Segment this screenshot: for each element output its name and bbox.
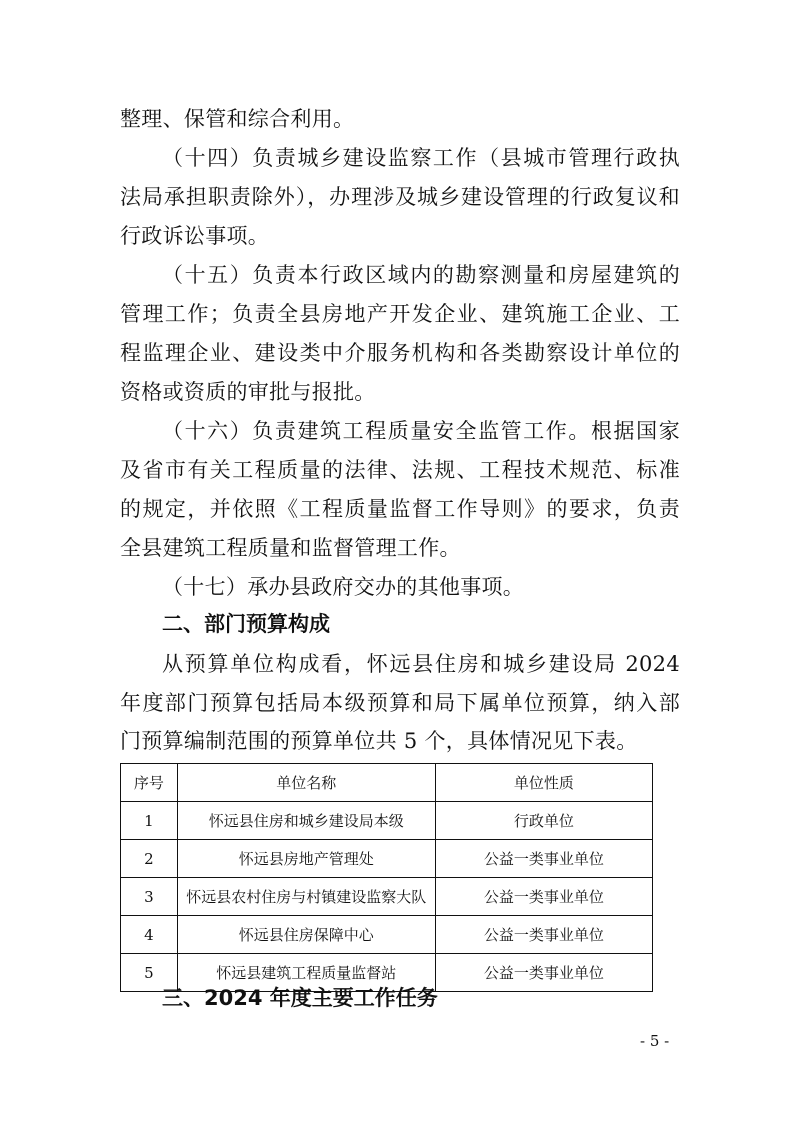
header-cell: 序号: [121, 764, 178, 802]
paragraph-line: 年度部门预算包括局本级预算和局下属单位预算，纳入部: [120, 691, 680, 715]
table-cell: 怀远县建筑工程质量监督站: [177, 954, 435, 992]
table-cell: 行政单位: [435, 802, 652, 840]
paragraph-line: 程监理企业、建设类中介服务机构和各类勘察设计单位的: [120, 341, 680, 365]
section-heading: 二、部门预算构成: [162, 612, 330, 636]
table-row: [121, 878, 653, 916]
table-cell: 3: [121, 878, 178, 916]
header-cell: 单位名称: [177, 764, 435, 802]
table-cell: 怀远县住房和城乡建设局本级: [177, 802, 435, 840]
section-heading: 三、2024 年度主要工作任务: [162, 986, 438, 1010]
page-number: - 5 -: [640, 1032, 670, 1050]
table-cell: 怀远县住房保障中心: [177, 916, 435, 954]
paragraph-line: 行政诉讼事项。: [120, 224, 270, 248]
paragraph-line: 整理、保管和综合利用。: [120, 107, 355, 131]
paragraph-line: （十五）负责本行政区域内的勘察测量和房屋建筑的: [162, 263, 680, 287]
header-cell: 单位性质: [435, 764, 652, 802]
table-row: [121, 916, 653, 954]
paragraph-line: 门预算编制范围的预算单位共 5 个，具体情况见下表。: [120, 729, 638, 753]
table-cell: 4: [121, 916, 178, 954]
table-cell: 5: [121, 954, 178, 992]
budget-units-table: [120, 763, 653, 992]
table-row: [121, 840, 653, 878]
table-cell: 公益一类事业单位: [435, 878, 652, 916]
paragraph-line: （十四）负责城乡建设监察工作（县城市管理行政执: [162, 146, 680, 170]
table-cell: 公益一类事业单位: [435, 840, 652, 878]
table-cell: 公益一类事业单位: [435, 954, 652, 992]
paragraph-line: 及省市有关工程质量的法律、法规、工程技术规范、标准: [120, 458, 680, 482]
paragraph-line: 全县建筑工程质量和监督管理工作。: [120, 536, 461, 560]
paragraph-line: 管理工作；负责全县房地产开发企业、建筑施工企业、工: [120, 302, 680, 326]
paragraph-line: 的规定，并依照《工程质量监督工作导则》的要求，负责: [120, 497, 680, 521]
table-row: [121, 802, 653, 840]
paragraph-line: 资格或资质的审批与报批。: [120, 380, 376, 404]
table-cell: 怀远县农村住房与村镇建设监察大队: [177, 878, 435, 916]
table-header-row: [121, 764, 653, 802]
paragraph-line: （十七）承办县政府交办的其他事项。: [162, 575, 525, 599]
paragraph-line: 法局承担职责除外），办理涉及城乡建设管理的行政复议和: [120, 185, 680, 209]
paragraph-line: （十六）负责建筑工程质量安全监管工作。根据国家: [162, 419, 680, 443]
table-cell: 1: [121, 802, 178, 840]
table-cell: 公益一类事业单位: [435, 916, 652, 954]
table-cell: 2: [121, 840, 178, 878]
paragraph-line: 从预算单位构成看，怀远县住房和城乡建设局 2024: [162, 652, 680, 676]
table-cell: 怀远县房地产管理处: [177, 840, 435, 878]
